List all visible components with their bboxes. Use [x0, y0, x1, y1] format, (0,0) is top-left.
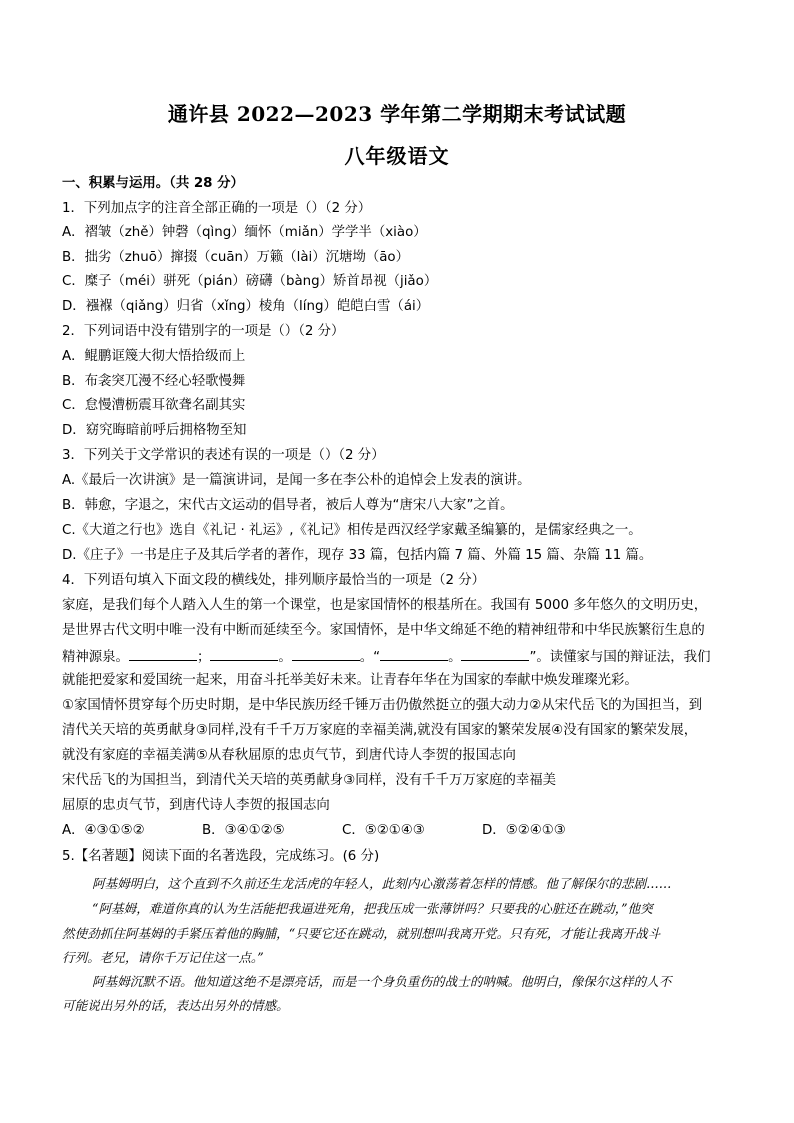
q4-separator: 。 [278, 650, 292, 665]
q4-option-c: C．⑤②①④③ [342, 823, 425, 838]
q4-passage-line: 就能把爱家和爱国统一起来，用奋斗托举美好未来。让青春年华在为国家的奉献中焕发璀璨光彩。 [62, 673, 638, 688]
q4-option-d: D．⑤②④①③ [482, 823, 566, 838]
q3-option-c: C.《大道之行也》选自《礼记 · 礼运》,《礼记》相传是西汉经学家戴圣编纂的，是儒家经典之一。 [62, 523, 642, 538]
q1-stem: 1．下列加点字的注音全部正确的一项是（）（2 分） [62, 201, 372, 216]
q4-passage-blanks [62, 647, 710, 667]
excerpt-line: “阿基姆，难道你真的认为生活能把我逼进死角，把我压成一张薄饼吗？只要我的心脏还在跳动，”他突 [92, 901, 653, 916]
q2-option-c: C．怠慢漕枥震耳欲聋名副其实 [62, 398, 246, 413]
q4-sentence-line: 宋代岳飞的为国担当，到清代关天培的英勇献身③同样，没有千千万万家庭的幸福美 [62, 773, 557, 788]
q4-separator: 。 [448, 650, 462, 665]
excerpt-line: 行列。老兄，请你千万记住这一点。” [62, 950, 264, 965]
q4-sentence-line: ①家国情怀贯穿每个历史时期，是中华民族历经千锤万击仍傲然挺立的强大动力②从宋代岳飞的为国担当，到 [62, 698, 702, 713]
subject-title: 八年级语文 [344, 144, 450, 168]
q4-option-b: B．③④①②⑤ [202, 823, 285, 838]
q3-option-a: A.《最后一次讲演》是一篇演讲词，是闻一多在李公朴的追悼会上发表的演讲。 [62, 473, 531, 488]
excerpt-line: 阿基姆明白，这个直到不久前还生龙活虎的年轻人，此刻内心激荡着怎样的情感。他了解保尔的悲剧…… [92, 876, 672, 891]
section-heading: 一、积累与运用。（共 28 分） [62, 176, 244, 191]
excerpt-line: 阿基姆沉默不语。他知道这绝不是漂亮话，而是一个身负重伤的战士的呐喊。他明白，像保尔这样的人不 [92, 974, 672, 989]
excerpt-line: 可能说出另外的话，表达出另外的情感。 [62, 998, 289, 1013]
answer-blank [380, 647, 448, 661]
answer-blank [461, 647, 529, 661]
q2-option-d: D．窈究晦暗前呼后拥格物至知 [62, 423, 247, 438]
q4-sentence-line: 清代关天培的英勇献身③同样,没有千千万万家庭的幸福美满,就没有国家的繁荣发展④没有国家的繁荣发展， [62, 723, 698, 738]
q4-separator: ； [196, 650, 211, 665]
q3-option-d: D.《庄子》一书是庄子及其后学者的著作，现存 33 篇，包括内篇 7 篇、外篇 15 篇、杂篇 11 篇。 [62, 548, 653, 563]
q4-passage-text: ”。读懂家与国的辩证法，我们 [529, 650, 711, 665]
q4-passage-text: 精神源泉。 [62, 650, 129, 665]
q3-option-b: B．韩愈，字退之，宋代古文运动的倡导者，被后人尊为“唐宋八大家”之首。 [62, 498, 514, 513]
q2-option-b: B．布衾突兀漫不经心轻歌慢舞 [62, 374, 246, 389]
answer-blank [292, 647, 360, 661]
q1-option-d: D．襁褓（qiǎng）归省（xǐng）棱角（líng）皑皑白雪（ái） [62, 299, 430, 314]
q4-passage-line: 是世界古代文明中唯一没有中断而延续至今。家国情怀，是中华文绵延不绝的精神纽带和中华民族繁衍生息的 [62, 623, 705, 638]
q2-stem: 2．下列词语中没有错别字的一项是（）（2 分） [62, 324, 345, 339]
q3-stem: 3．下列关于文学常识的表述有误的一项是（）（2 分） [62, 448, 385, 463]
exam-title: 通许县 2022—2023 学年第二学期期末考试试题 [167, 102, 627, 126]
q1-option-c: C．糜子（méi）骈死（pián）磅礴（bàng）矫首昂视（jiǎo） [62, 274, 438, 289]
q4-separator: 。“ [359, 650, 381, 665]
q1-option-a: A．褶皱（zhě）钟磬（qìng）缅怀（miǎn）学学半（xiào） [62, 225, 427, 240]
q4-stem: 4．下列语句填入下面文段的横线处，排列顺序最恰当的一项是（2 分） [62, 573, 486, 588]
q4-options [62, 822, 566, 840]
q2-option-a: A．鲲鹏诓篾大彻大悟拾级而上 [62, 349, 246, 364]
q4-sentence-line: 就没有家庭的幸福美满⑤从春秋屈原的忠贞气节，到唐代诗人李贺的报国志向 [62, 748, 516, 763]
excerpt-line: 然使劲抓住阿基姆的手紧压着他的胸脯，“只要它还在跳动，就别想叫我离开党。只有死，才能让我离开战斗 [62, 926, 661, 941]
q4-sentence-line: 屈原的忠贞气节，到唐代诗人李贺的报国志向 [62, 798, 330, 813]
q5-stem: 5.【名著题】阅读下面的名著选段，完成练习。(6 分) [62, 849, 380, 864]
q1-option-b: B．拙劣（zhuō）撺掇（cuān）万籁（lài）沉塘坳（āo） [62, 250, 409, 265]
q4-option-a: A．④③①⑤② [62, 823, 145, 838]
answer-blank [210, 647, 278, 661]
answer-blank [129, 647, 197, 661]
q4-passage-line: 家庭，是我们每个人踏入人生的第一个课堂，也是家国情怀的根基所在。我国有 5000 多年悠久的文明历史， [62, 598, 708, 613]
